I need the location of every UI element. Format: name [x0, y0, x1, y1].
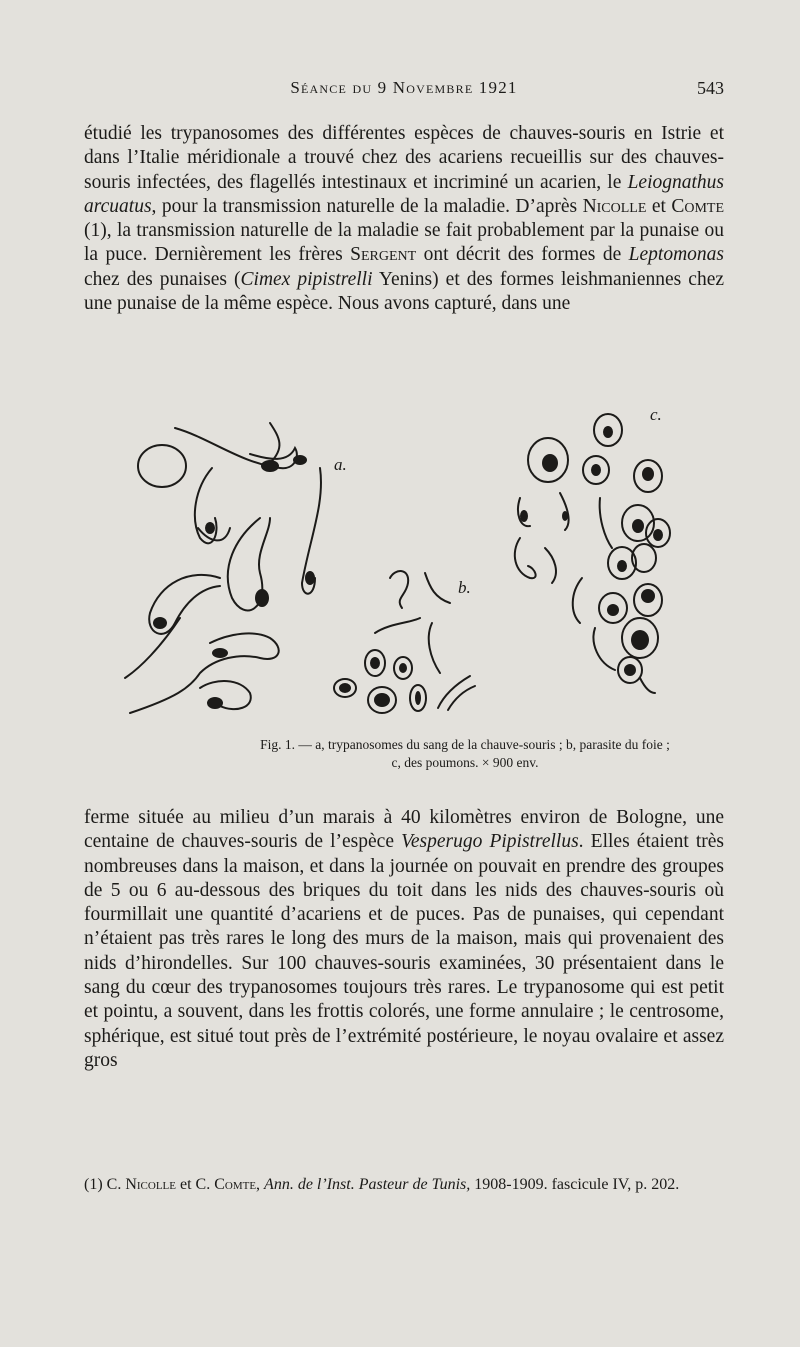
- text-run: ferme située au milieu d’un marais à 40 kilomètres environ de Bologne, une centaine de chauves-souris de l’espèce: [84, 807, 724, 853]
- text-run: ont décrit des formes de: [416, 244, 629, 266]
- text-run: et: [646, 195, 672, 217]
- text-run: (1), la transmission naturelle de la maladie se fait probablement par la punaise ou la puce. Dernièrement les frères: [84, 220, 724, 266]
- text-run: (1) C.: [84, 1176, 126, 1193]
- genus-name: Leptomonas: [628, 244, 724, 266]
- figure-label-a: a.: [334, 455, 347, 474]
- page-number: 543: [697, 78, 724, 98]
- text-run: . Elles étaient très nombreuses dans la maison, et dans la journée on pouvait en prendre des groupes de 5 ou 6 au-dessous des briques du toit dans les nids des chauves-souris où fourmillait une quantité d’acariens et de puces. Pas de punaises, qui cependant n’étaient pas très rares le long des murs de la maison, mais qui provenaient des nids d’hirondelles. Sur 100 chauves-souris examinées, 30 présentaient dans le sang du cœur des trypanosomes toujours très rares. Le trypanosome qui est petit et pointu, a souvent, dans les frottis colorés, une forme annulaire ; le centrosome, sphérique, est situé tout près de l’extrémité postérieure, le noyau ovalaire et assez gros: [84, 831, 725, 1071]
- group-a-trypanosomes: [125, 423, 321, 713]
- body-paragraph-top: [84, 122, 724, 316]
- group-c-lung-parasites: [515, 414, 670, 693]
- page-header: [84, 78, 724, 104]
- text-run: chez des punaises (: [84, 268, 241, 290]
- figure-label-c: c.: [650, 408, 662, 424]
- body-paragraph-bottom: [84, 806, 724, 1073]
- trypanosome-drawing: [120, 408, 690, 726]
- running-title: Séance du 9 Novembre 1921: [290, 78, 518, 97]
- text-run: 1908-1909. fascicule IV, p. 202.: [470, 1176, 680, 1193]
- text-run: étudié les trypanosomes des différentes espèces de chauves-souris en Istrie et dans l’Italie méridionale a trouvé chez des acariens recueillis sur des chauves-souris infectées, des flagellés intestinaux et incriminé un acarien, le: [84, 123, 724, 193]
- figure-label-b: b.: [458, 578, 471, 597]
- author-name: Nicolle: [125, 1176, 176, 1193]
- caption-line-2: c, des poumons. × 900 env.: [391, 755, 539, 770]
- author-name: Comte: [214, 1176, 257, 1193]
- text-run: ,: [256, 1176, 265, 1193]
- author-name: Comte: [671, 195, 724, 217]
- footnote: [84, 1174, 724, 1196]
- text-run: Yenins) et des formes leishmaniennes chez une punaise de la même espèce. Nous avons capturé, dans une: [84, 268, 725, 315]
- species-name: Leiognathus arcuatus: [84, 171, 724, 217]
- author-name: Nicolle: [582, 195, 647, 217]
- species-name: Cimex pipistrelli: [240, 268, 373, 290]
- author-name: Sergent: [350, 244, 417, 266]
- text-run: et C.: [175, 1176, 215, 1193]
- species-name: Vesperugo Pipistrellus: [401, 831, 579, 853]
- caption-line-1: Fig. 1. — a, trypanosomes du sang de la chauve-souris ; b, parasite du foie ;: [260, 737, 670, 752]
- group-b-liver-parasites: [334, 571, 475, 713]
- text-run: , pour la transmission naturelle de la maladie. D’après: [151, 195, 583, 217]
- journal-title: Ann. de l’Inst. Pasteur de Tunis,: [264, 1176, 471, 1193]
- figure-caption: [200, 736, 730, 772]
- figure-1-illustration: [120, 408, 690, 726]
